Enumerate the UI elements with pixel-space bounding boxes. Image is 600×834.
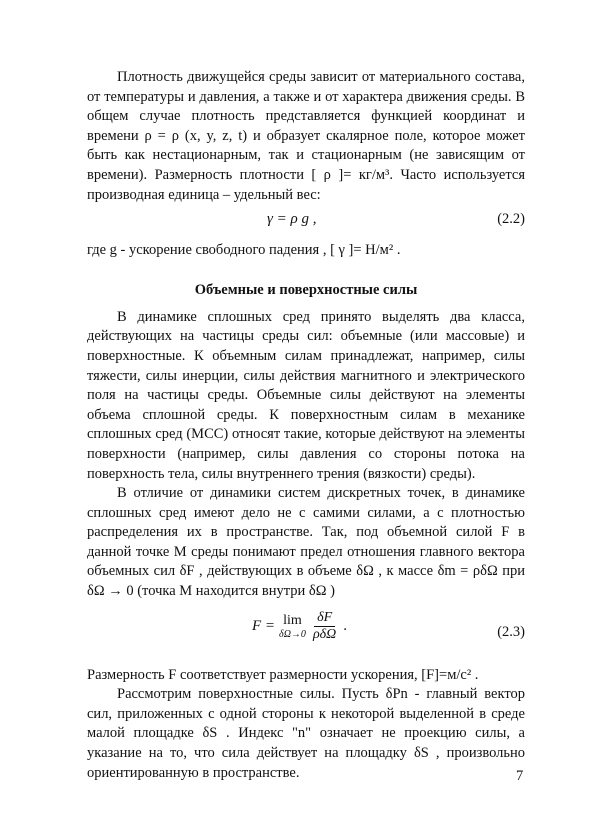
formula-2-3-denominator: ρδΩ — [312, 626, 337, 642]
formula-2-3-number: (2.3) — [497, 623, 525, 640]
formula-2-3-fraction — [310, 610, 339, 643]
formula-2-3-numerator: δF — [314, 610, 335, 627]
formula-2-2-expression: γ = ρ g , — [267, 211, 317, 228]
paragraph-gravity: где g - ускорение свободного падения , [ γ ]= Н/м² . — [87, 242, 401, 259]
formula-2-3-limit — [279, 613, 306, 640]
formula-2-3-expression — [252, 610, 347, 643]
section-heading: Объемные и поверхностные силы — [194, 281, 418, 298]
paragraph-volume-force: В отличие от динамики систем дискретных точек, в динамике сплошных сред имеют дело не с самими силами, а с плотностью распределения их в пространстве. Так, под объемной силой F в данной точке M среды понимают предел отношения главного вектора объемных сил δF , действующих в объеме δΩ , к массе δm = ρδΩ при δΩ → 0 (точка M находится внутри δΩ ) — [87, 485, 525, 600]
page-content — [87, 68, 525, 783]
formula-2-3-lim-sub: δΩ→0 — [279, 628, 306, 640]
paragraph-surface-forces: Рассмотрим поверхностные силы. Пусть δPn - главный вектор сил, приложенных с одной стороны к некоторой выделенной в среде малой площадке δS . Индекс "n" означает не проекцию силы, а указание на то, что сила действует на площадку δS , произвольно ориентированную в пространстве. — [87, 686, 525, 781]
paragraph-force-classes: В динамике сплошных сред принято выделять два класса, действующих на частицы среды сил: объемные (или массовые) и поверхностные. К объемным силам принадлежат, например, силы тяжести, силы инерции, силы действия магнитного и электрического поля на частицы среды. Объемные силы действуют на элементы объема сплошной среды. К поверхностным силам в механике сплошных сред (МСС) относят такие, которые действуют на элементы поверхности (например, силы давления со стороны потока на поверхность тела, силы внутреннего трения (вязкости) среды). — [87, 308, 525, 482]
formula-2-3-lhs: F = — [252, 617, 276, 634]
formula-2-2-number: (2.2) — [497, 211, 525, 228]
formula-2-3-tail: . — [343, 617, 348, 634]
paragraph-density: Плотность движущейся среды зависит от материального состава, от температуры и давления, а также и от характера движения среды. В общем случае плотность представляется функцией координат и времени ρ = ρ (x, y, z, t) и образует скалярное поле, которое может быть как нестационарным, так и стационарным (не зависящим от времени). Размерность плотности [ ρ ]= кг/м³. Часто используется производная единица – удельный вес: — [87, 69, 525, 203]
paragraph-dimension: Размерность F соответствует размерности ускорения, [F]=м/c² . — [87, 666, 479, 683]
page-number: 7 — [516, 768, 524, 784]
formula-2-3 — [87, 608, 525, 660]
formula-2-3-lim-word: lim — [283, 612, 302, 628]
formula-2-2 — [87, 207, 525, 238]
